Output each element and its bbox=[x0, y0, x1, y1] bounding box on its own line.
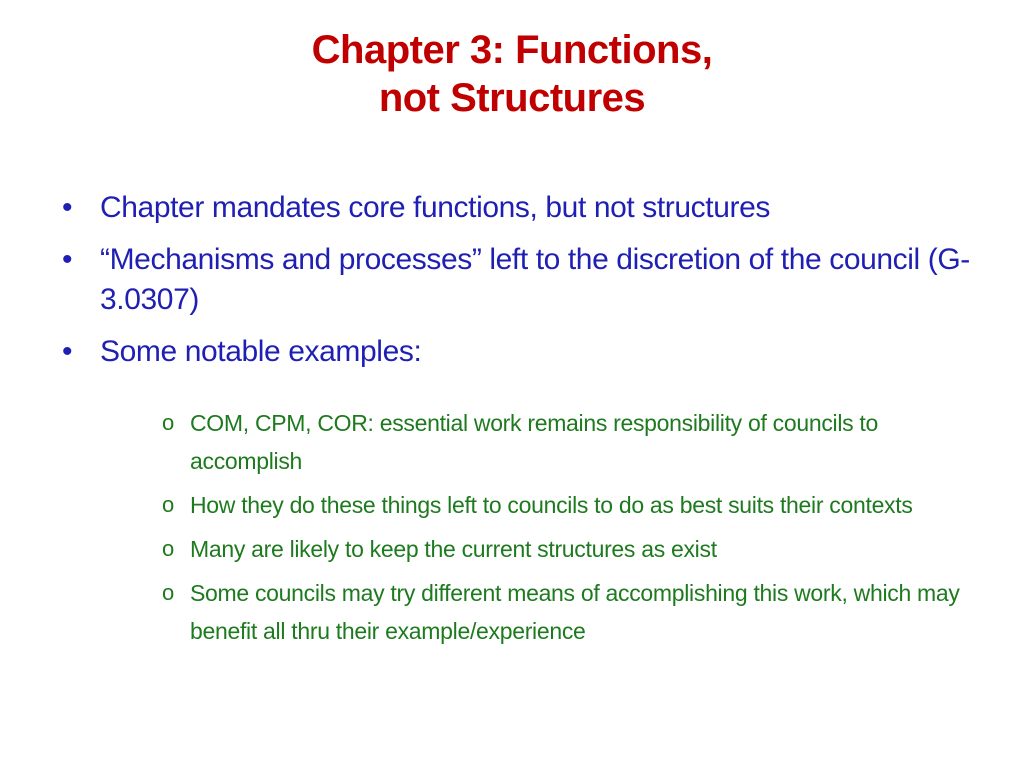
bullet-text: “Mechanisms and processes” left to the discretion of the council (G-3.0307) bbox=[100, 243, 970, 316]
circle-bullet-icon: o bbox=[162, 410, 174, 435]
circle-bullet-icon: o bbox=[162, 536, 174, 561]
circle-bullet-icon: o bbox=[162, 580, 174, 605]
bullet-item bbox=[60, 332, 970, 372]
bullet-item bbox=[60, 188, 970, 228]
subbullet-item bbox=[162, 404, 962, 480]
bullet-item bbox=[60, 240, 970, 320]
bullet-text: Chapter mandates core functions, but not structures bbox=[100, 191, 770, 224]
subbullet-item bbox=[162, 486, 962, 524]
bullet-dot-icon: • bbox=[62, 191, 73, 224]
title-line-1: Chapter 3: Functions, bbox=[311, 28, 713, 72]
bullet-text: Some notable examples: bbox=[100, 335, 422, 368]
subbullet-text: Some councils may try different means of accomplishing this work, which may benefit all thru their example/experience bbox=[190, 580, 960, 644]
bullet-list bbox=[60, 188, 970, 384]
bullet-dot-icon: • bbox=[62, 335, 73, 368]
bullet-dot-icon: • bbox=[62, 243, 73, 276]
subbullet-item bbox=[162, 530, 962, 568]
subbullet-list bbox=[162, 404, 962, 656]
slide-title bbox=[0, 26, 1024, 122]
subbullet-text: Many are likely to keep the current structures as exist bbox=[190, 536, 717, 562]
subbullet-text: COM, CPM, COR: essential work remains responsibility of councils to accomplish bbox=[190, 410, 879, 474]
subbullet-item bbox=[162, 574, 962, 650]
circle-bullet-icon: o bbox=[162, 492, 174, 517]
title-line-2: not Structures bbox=[378, 76, 646, 120]
subbullet-text: How they do these things left to councils to do as best suits their contexts bbox=[190, 492, 913, 518]
